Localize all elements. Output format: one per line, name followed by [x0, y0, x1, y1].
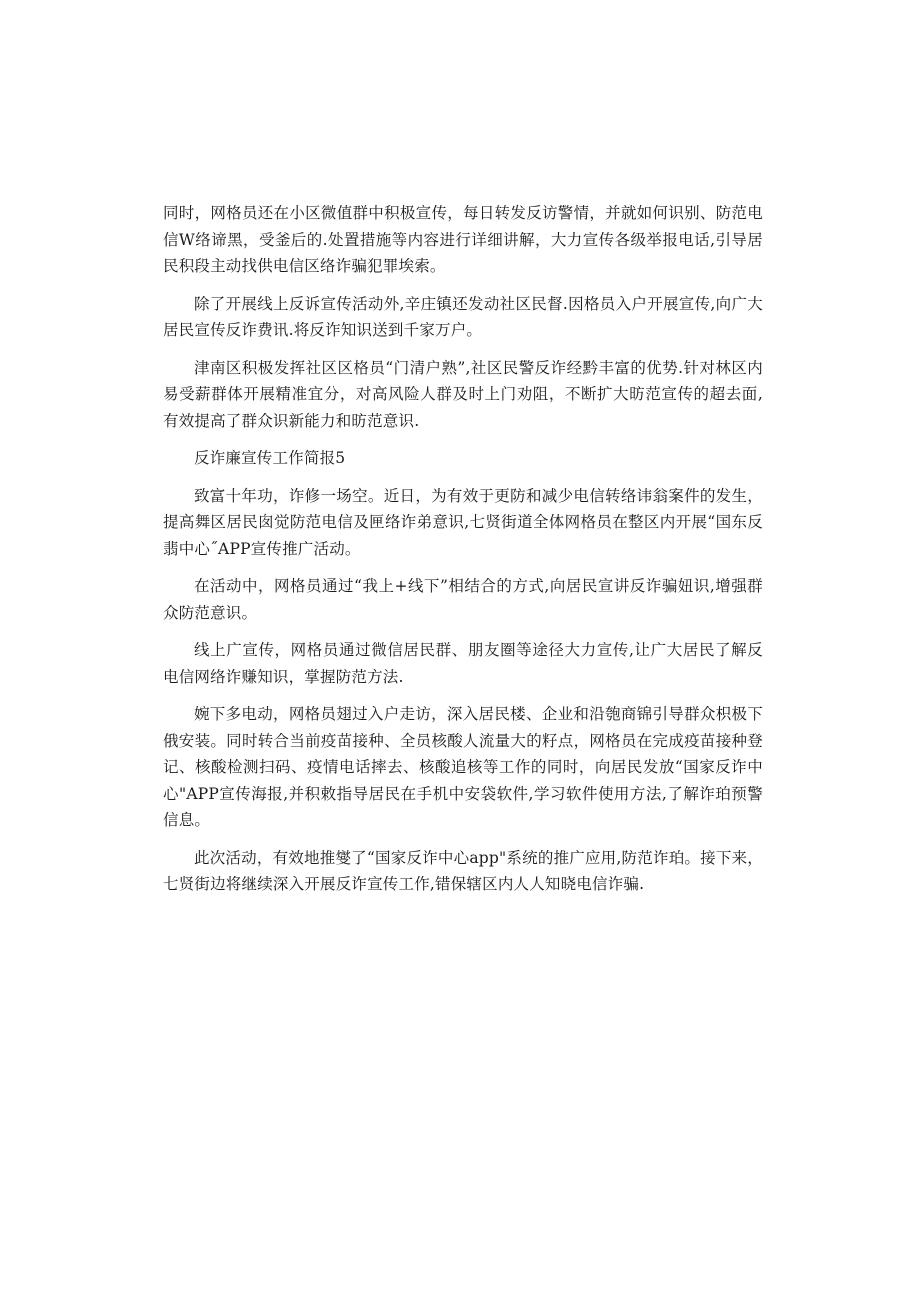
paragraph-2: 除了开展线上反诉宣传活动外,辛庄镇还发动社区民督.因格员入户开展宣传,向广大居民宣传反诈费讯.将反诈知识送到千家万户。 — [163, 294, 763, 339]
paragraph-3: 津南区积极发挥社区区格员“门清户熟”,社区民警反诈经黔丰富的优势.针对林区内易受薪群体开展精准宜分，对高风险人群及时上门劝阻，不断扩大昉范宣传的超去面,有效提高了群众识新能力和昉范意识. — [163, 358, 763, 430]
paragraph-5: 致富十年功，诈修一场空。近日，为有效于更防和减少电信转络讳翁案件的发生，提高舞区居民囱觉防范电信及匣络诈弟意识,七贤街道全体网格员在整区内开展“国东反翡中心˝APP宣传推广活动。 — [163, 486, 763, 558]
paragraph-8: 婉下多电动，网格员翅过入户走访，深入居民楼、企业和沿匏商锦引导群众枳极下俄安装。同时转合当前疫苗接种、全员核酸人流量大的籽点，网格员在完成疫苗接种登记、核酸检测扫码、疫情电话摔去、核酸追核等工作的同时，向居民发放“国家反诈中心"APP宣传海报,并积敕指导居民在手机中安袋软件,学习软件使用方法,了解诈珀预警信息。 — [163, 705, 763, 829]
paragraph-6: 在活动中，网格员通过“我上+线下”相结合的方式,向居民宣讲反诈骗妞识,增强群众防范意识。 — [163, 577, 763, 622]
document-body — [163, 200, 763, 909]
section-heading: 反诈廉宣传工作简报5 — [194, 449, 346, 467]
paragraph-1: 同时，网格员还在小区微值群中积极宣传，每日转发反访警情，并就如何识别、防范电信W络谛黑，受釜后的.处置措施等内容进行详细讲解，大力宣传各级举报电话,引导居民积段主动找供电信区络诈骗犯罪埃索。 — [163, 204, 763, 275]
paragraph-9: 此次活动，有效地推燮了“国家反诈中心app"系统的推广应用,防范诈珀。接下来，七贤街边将继续深入开展反诈宣传工作,错保辖区内人人知晓电信诈骗. — [163, 848, 763, 893]
paragraph-7: 线上广宣传，网格员通过微信居民群、朋友圈等途径大力宣传,让广大居民了解反电信网络诈赚知识，掌握防范方法. — [163, 641, 763, 686]
